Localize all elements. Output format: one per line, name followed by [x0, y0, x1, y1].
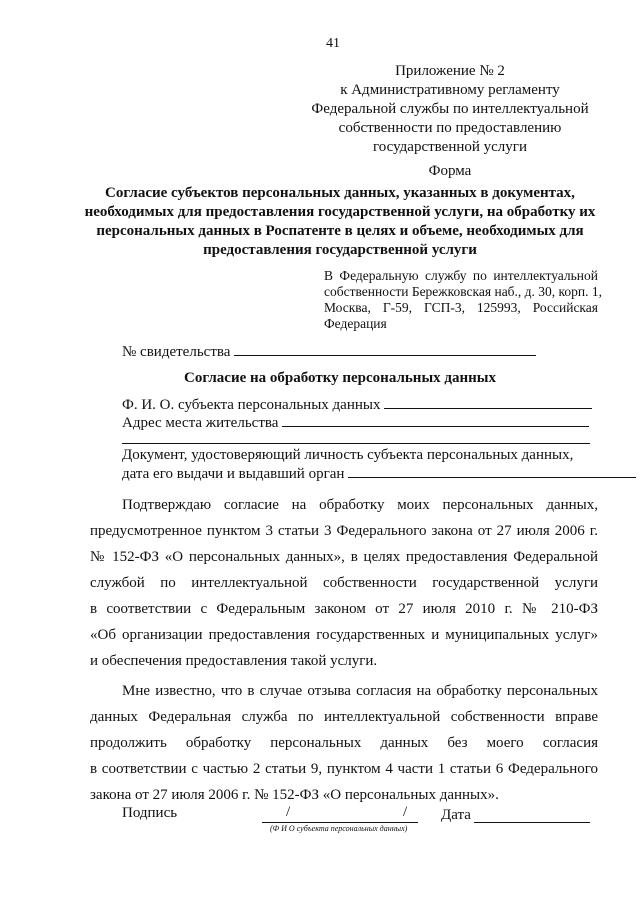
- signature-input-line[interactable]: [262, 822, 418, 823]
- appendix-line: Приложение № 2: [395, 63, 505, 79]
- paragraph-line: «Об организации предоставления государственных и муниципальных услуг»: [90, 627, 598, 643]
- title-line: необходимых для предоставления государственной услуги, на обработку их: [84, 204, 596, 220]
- title-line: Согласие субъектов персональных данных, указанных в документах,: [105, 185, 575, 201]
- address-field: [122, 413, 589, 432]
- title-line: персональных данных в Роспатенте в целях и объеме, необходимых для: [96, 223, 584, 239]
- paragraph-line: закона от 27 июля 2006 г. № 152-ФЗ «О персональных данных».: [90, 787, 499, 803]
- document-label-line1: Документ, удостоверяющий личность субъекта персональных данных,: [122, 447, 574, 463]
- addressee-line: В Федеральную службу по интеллектуальной: [324, 268, 598, 283]
- paragraph-line: службой по интеллектуальной собственности государственной услуги: [90, 575, 598, 591]
- paragraph-line: данных Федеральная служба по интеллектуальной собственности вправе: [90, 709, 598, 725]
- fio-field: [122, 395, 592, 414]
- page-number: 41: [326, 36, 340, 51]
- certificate-field: [122, 342, 536, 361]
- addressee-line: собственности Бережковская наб., д. 30, корп. 1,: [324, 284, 603, 299]
- paragraph-line: в соответствии с Федеральным законом от 27 июля 2010 г. № 210-ФЗ: [90, 601, 598, 617]
- date-label: Дата: [441, 807, 471, 823]
- appendix-line: собственности по предоставлению: [338, 120, 562, 136]
- address-input-line[interactable]: [282, 413, 589, 427]
- date-input-line[interactable]: [474, 822, 590, 823]
- form-label: Форма: [428, 163, 472, 179]
- addressee-line: Федерация: [324, 316, 387, 331]
- certificate-label: № свидетельства: [122, 344, 231, 360]
- document-field: [122, 464, 636, 483]
- signature-caption: (Ф И О субъекта персональных данных): [270, 824, 408, 833]
- signature-slash-right: /: [403, 804, 408, 820]
- address-label: Адрес места жительства: [122, 415, 279, 431]
- paragraph-line: Подтверждаю согласие на обработку моих персональных данных,: [122, 497, 598, 513]
- paragraph-line: и обеспечения предоставления такой услуги.: [90, 653, 378, 669]
- paragraph-line: № 152-ФЗ «О персональных данных», в целях предоставления Федеральной: [90, 549, 598, 565]
- paragraph-line: предусмотренное пунктом 3 статьи 3 Федерального закона от 27 июля 2006 г.: [90, 523, 598, 539]
- appendix-line: Федеральной службы по интеллектуальной: [311, 101, 589, 117]
- fio-input-line[interactable]: [384, 395, 592, 409]
- document-label-line2: дата его выдачи и выдавший орган: [122, 466, 345, 482]
- signature-label: Подпись: [122, 805, 178, 821]
- address-input-line-2[interactable]: [122, 443, 590, 444]
- consent-heading: Согласие на обработку персональных данных: [183, 370, 496, 386]
- certificate-input-line[interactable]: [234, 342, 536, 356]
- document-input-line[interactable]: [348, 464, 636, 478]
- appendix-line: к Административному регламенту: [340, 82, 560, 98]
- appendix-line: государственной услуги: [373, 139, 527, 155]
- addressee-line: Москва, Г-59, ГСП-3, 125993, Российская: [324, 300, 598, 315]
- title-line: предоставления государственной услуги: [203, 242, 477, 258]
- signature-slash-left: /: [286, 804, 291, 820]
- paragraph-line: в соответствии с частью 2 статьи 9, пунктом 4 части 1 статьи 6 Федерального: [90, 761, 598, 777]
- paragraph-line: Мне известно, что в случае отзыва согласия на обработку персональных: [122, 683, 598, 699]
- paragraph-line: продолжить обработку персональных данных без моего согласия: [90, 735, 598, 751]
- fio-label: Ф. И. О. субъекта персональных данных: [122, 397, 381, 413]
